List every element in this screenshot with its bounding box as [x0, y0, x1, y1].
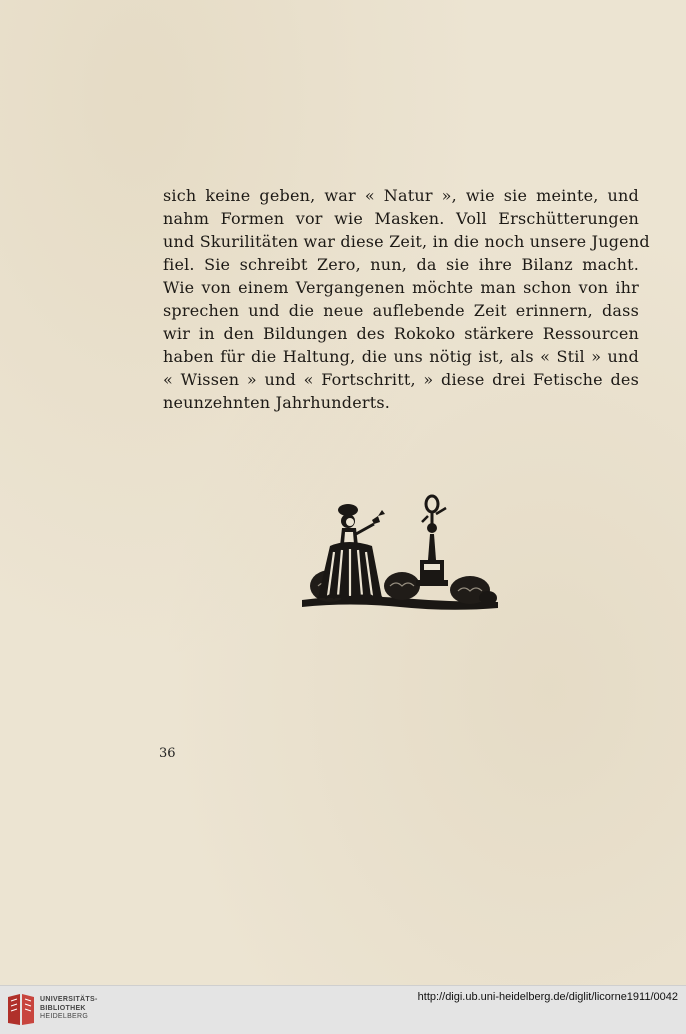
- library-name-line: UNIVERSITÄTS-: [40, 996, 98, 1003]
- library-name-line: HEIDELBERG: [40, 1013, 89, 1020]
- text-line: sprechen und die neue auflebende Zeit erinnern, dass: [163, 301, 639, 320]
- library-name: [40, 996, 98, 1022]
- rococo-lady-with-statue-illustration: [300, 494, 500, 616]
- text-line: haben für die Haltung, die uns nötig ist, als « Stil » und: [163, 347, 639, 366]
- viewer-footer: [0, 985, 686, 1034]
- page-number: 36: [159, 746, 176, 761]
- text-line: sich keine geben, war « Natur », wie sie meinte, und: [163, 186, 639, 205]
- body-text: [163, 184, 650, 414]
- text-line: Wie von einem Vergangenen möchte man schon von ihr: [163, 278, 639, 297]
- text-line: nahm Formen vor wie Masken. Voll Erschütterungen: [163, 209, 639, 228]
- university-library-heidelberg-logo-icon[interactable]: [6, 993, 36, 1027]
- library-name-line: BIBLIOTHEK: [40, 1004, 86, 1012]
- text-line: wir in den Bildungen des Rokoko stärkere Ressourcen: [163, 324, 639, 343]
- source-url-link[interactable]: http://digi.ub.uni-heidelberg.de/diglit/licorne1911/0042: [417, 991, 678, 1003]
- text-line: neunzehnten Jahrhunderts.: [163, 393, 391, 412]
- text-line: « Wissen » und « Fortschritt, » diese drei Fetische des: [163, 370, 639, 389]
- text-line: fiel. Sie schreibt Zero, nun, da sie ihre Bilanz macht.: [163, 255, 639, 274]
- text-line: und Skurilitäten war diese Zeit, in die noch unsere Jugend: [163, 232, 650, 251]
